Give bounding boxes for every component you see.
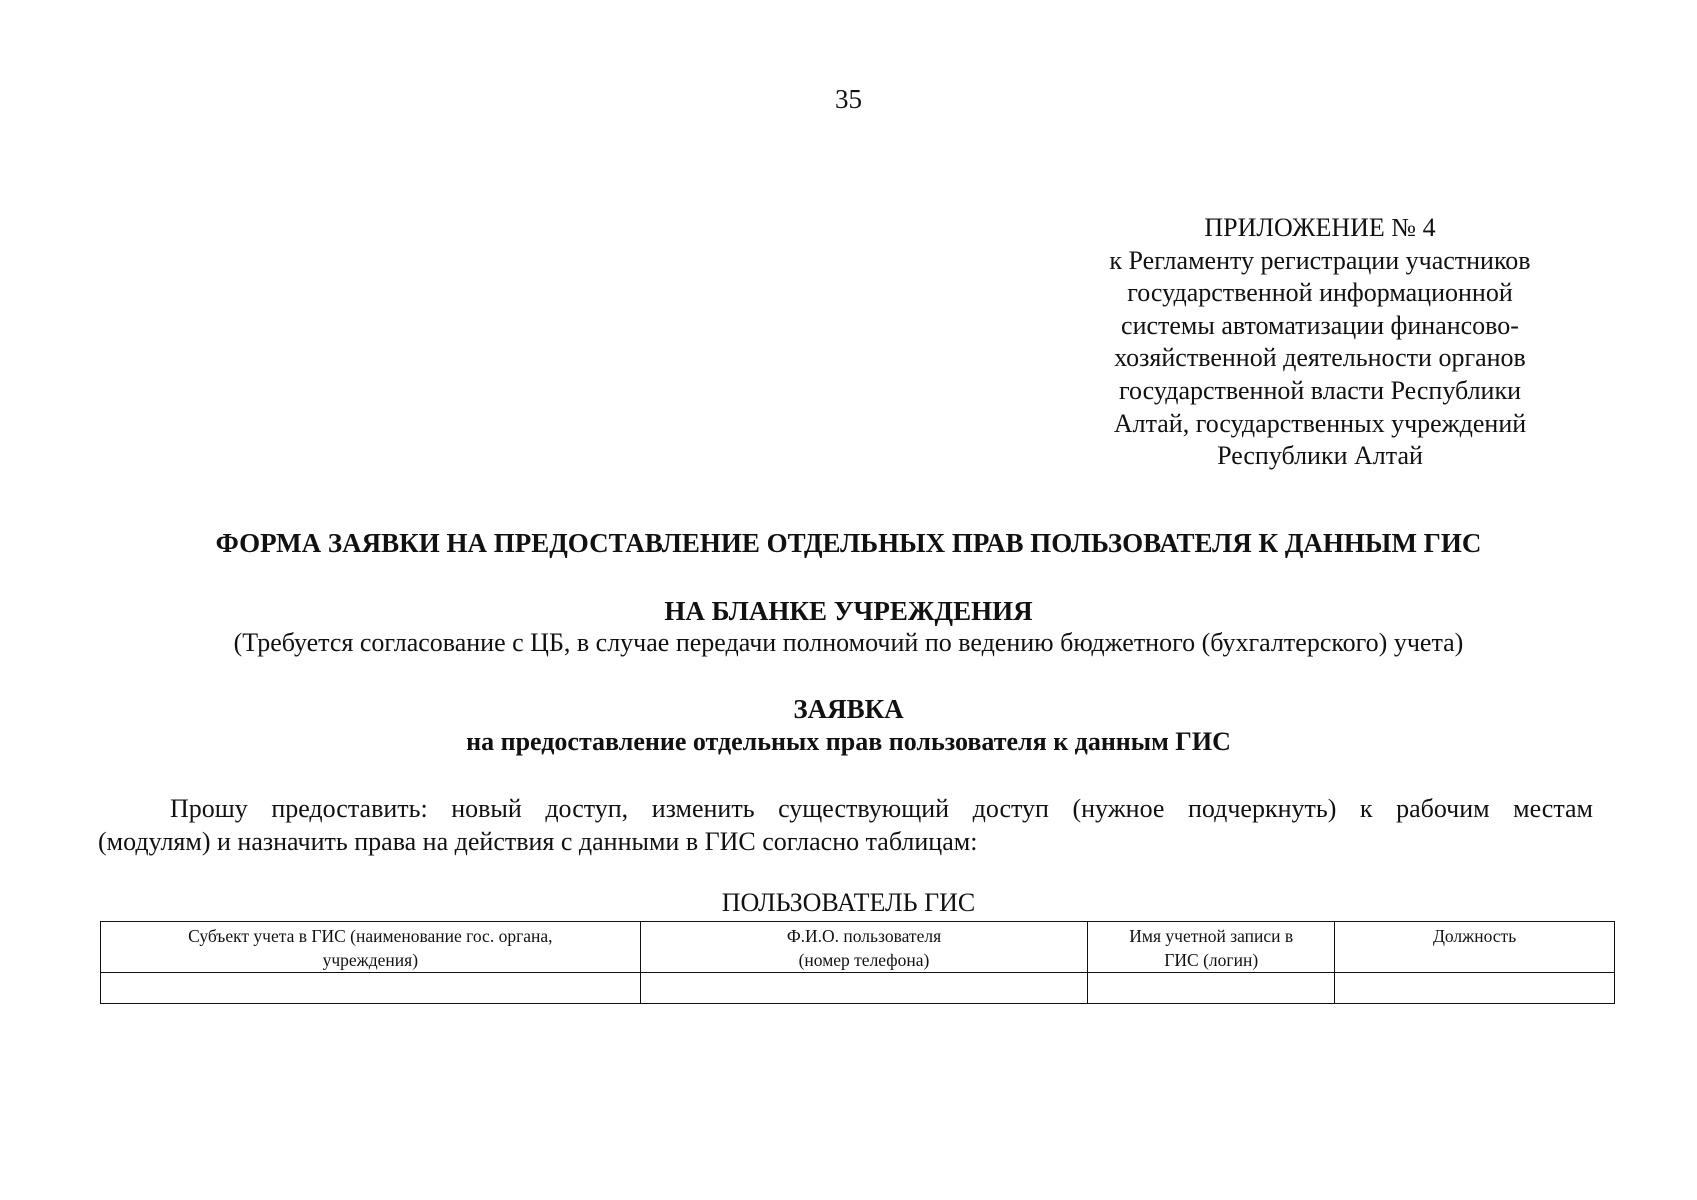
table-header-row — [101, 922, 1615, 973]
header-login-line2: ГИС (логин) — [1164, 950, 1259, 970]
header-position-line1: Должность — [1432, 926, 1517, 946]
table-caption: ПОЛЬЗОВАТЕЛЬ ГИС — [721, 888, 976, 917]
header-user-name-line1: Ф.И.О. пользователя — [786, 926, 942, 946]
form-title: ФОРМА ЗАЯВКИ НА ПРЕДОСТАВЛЕНИЕ ОТДЕЛЬНЫХ ПРАВ ПОЛЬЗОВАТЕЛЯ К ДАННЫМ ГИС — [215, 528, 1482, 558]
header-position — [1335, 922, 1615, 973]
appendix-line: государственной власти Республики — [1119, 375, 1521, 405]
appendix-line: системы автоматизации финансово- — [1121, 310, 1519, 340]
request-subtitle: на предоставление отдельных прав пользователя к данным ГИС — [466, 727, 1231, 756]
appendix-line: хозяйственной деятельности органов — [1114, 343, 1526, 373]
appendix-line: к Регламенту регистрации участников — [1109, 245, 1531, 275]
cell-position — [1335, 973, 1615, 1004]
cell-login — [1088, 973, 1335, 1004]
header-subject-line1: Субъект учета в ГИС (наименование гос. органа, — [188, 926, 553, 946]
appendix-line: Республики Алтай — [1217, 441, 1423, 471]
header-user-name-line2: (номер телефона) — [798, 950, 930, 970]
request-body-line: Прошу предоставить: новый доступ, изменить существующий доступ (нужное подчеркнуть) к рабочим местам — [170, 794, 1593, 823]
appendix-block — [1055, 212, 1585, 473]
users-table — [100, 921, 1615, 1004]
cell-user-name — [640, 973, 1088, 1004]
header-subject-line2: учреждения) — [322, 950, 419, 970]
header-login — [1088, 922, 1335, 973]
blank-title: НА БЛАНКЕ УЧРЕЖДЕНИЯ — [664, 596, 1033, 626]
blank-note: (Требуется согласование с ЦБ, в случае передачи полномочий по ведению бюджетного (бухгалтерского) учета) — [233, 628, 1464, 657]
header-user-name — [640, 922, 1088, 973]
request-title: ЗАЯВКА — [793, 694, 904, 724]
request-body-line: (модулям) и назначить права на действия с данными в ГИС согласно таблицам: — [98, 827, 978, 856]
header-login-line1: Имя учетной записи в — [1129, 926, 1294, 946]
cell-subject — [101, 973, 641, 1004]
page-number: 35 — [835, 84, 862, 114]
request-body-text — [98, 792, 1593, 858]
appendix-line: государственной информационной — [1127, 278, 1513, 308]
table-row — [101, 973, 1615, 1004]
appendix-line: ПРИЛОЖЕНИЕ № 4 — [1204, 213, 1436, 242]
appendix-line: Алтай, государственных учреждений — [1113, 408, 1527, 438]
header-subject — [101, 922, 641, 973]
